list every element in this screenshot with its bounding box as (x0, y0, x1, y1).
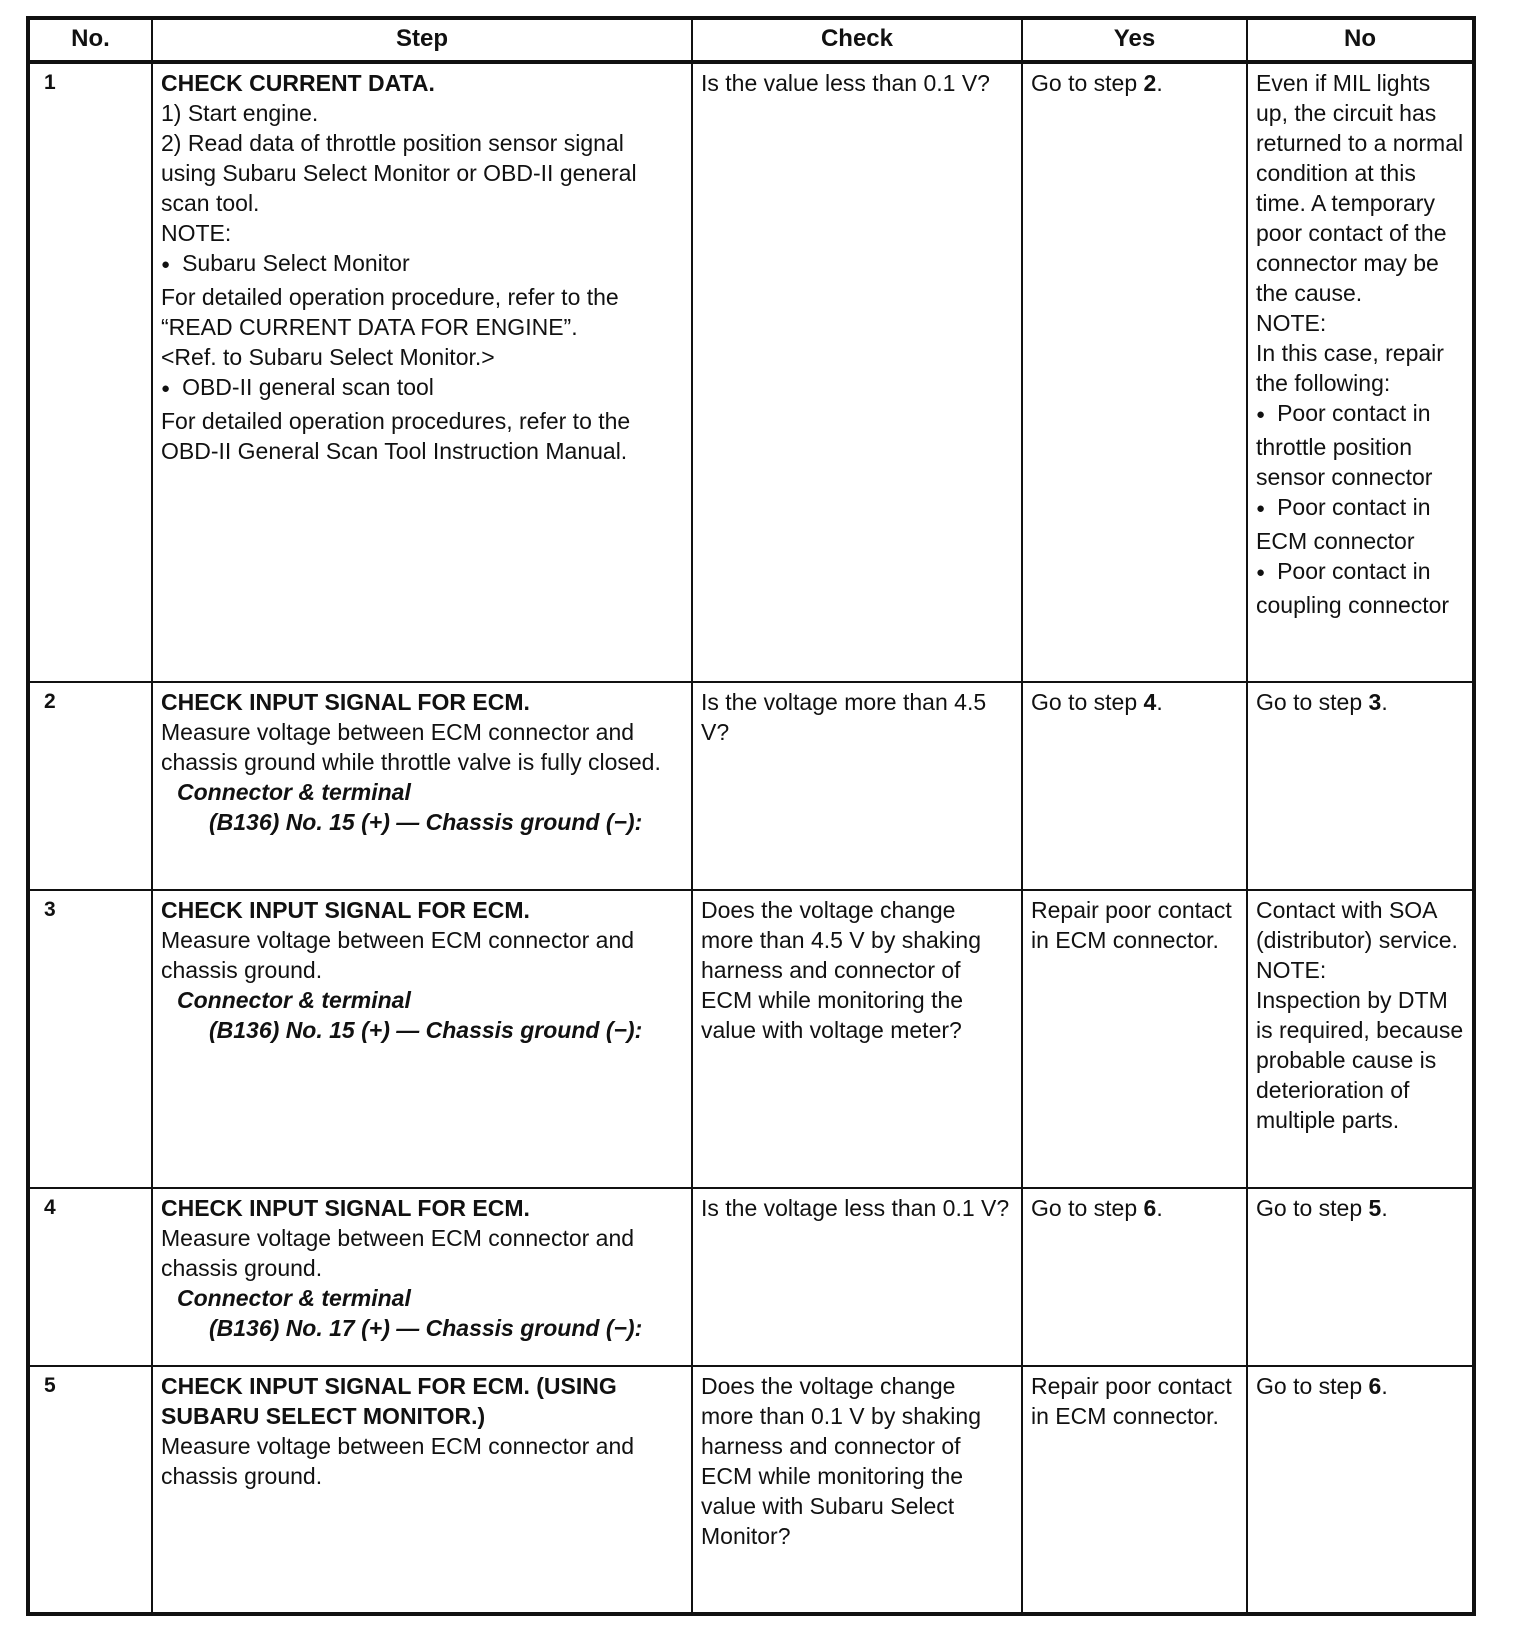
connector-terminal: (B136) No. 15 (+) — Chassis ground (−): (209, 809, 643, 835)
no-prefix: Go to step (1256, 1195, 1369, 1221)
step-cell (152, 1366, 692, 1614)
step-line: For detailed operation procedures, refer to the OBD-II General Scan Tool Instruction Manual. (161, 408, 631, 464)
no-cell (1247, 682, 1474, 890)
connector-label: Connector & terminal (177, 987, 411, 1013)
table-row (28, 1188, 1474, 1366)
step-cell (152, 62, 692, 682)
no-cell (1247, 62, 1474, 682)
check-cell: Is the voltage more than 4.5 V? (692, 682, 1022, 890)
no-step-ref: 3 (1368, 689, 1382, 715)
check-cell: Is the voltage less than 0.1 V? (692, 1188, 1022, 1366)
header-no: No. (28, 18, 152, 62)
diagnostic-procedure-table (26, 16, 1476, 1616)
step-line: Measure voltage between ECM connector and chassis ground. (161, 1433, 635, 1489)
bullet-item: ● Poor contact in ECM connector (1256, 492, 1464, 556)
table-row (28, 1366, 1474, 1614)
table-header-row (28, 18, 1474, 62)
no-suffix: . (1381, 1195, 1388, 1221)
no-line: Inspection by DTM is required, because probable cause is deterioration of multiple parts. (1256, 987, 1464, 1133)
check-cell: Does the voltage change more than 4.5 V by shaking harness and connector of ECM while monitoring the value with voltage meter? (692, 890, 1022, 1188)
step-line: 2) Read data of throttle position sensor signal using Subaru Select Monitor or OBD-II general scan tool. (161, 130, 637, 216)
yes-cell: Repair poor contact in ECM connector. (1022, 890, 1247, 1188)
step-line: 1) Start engine. (161, 100, 319, 126)
step-line: Measure voltage between ECM connector and chassis ground while throttle valve is fully closed. (161, 719, 661, 775)
connector-label: Connector & terminal (177, 779, 411, 805)
step-title: CHECK INPUT SIGNAL FOR ECM. (161, 689, 530, 715)
step-cell (152, 1188, 692, 1366)
yes-cell: Repair poor contact in ECM connector. (1022, 1366, 1247, 1614)
note-label: NOTE: (161, 220, 232, 246)
no-prefix: Go to step (1256, 689, 1369, 715)
no-suffix: . (1381, 1373, 1388, 1399)
step-title: CHECK INPUT SIGNAL FOR ECM. (161, 1195, 530, 1221)
step-title: CHECK CURRENT DATA. (161, 70, 435, 96)
table-row (28, 682, 1474, 890)
bullet-item: ● Subaru Select Monitor (161, 248, 683, 282)
check-cell: Is the value less than 0.1 V? (692, 62, 1022, 682)
note-label: NOTE: (1256, 957, 1327, 983)
bullet-item: ● Poor contact in coupling connector (1256, 556, 1464, 620)
no-suffix: . (1381, 689, 1388, 715)
step-line: <Ref. to Subaru Select Monitor.> (161, 344, 495, 370)
yes-step-ref: 2 (1143, 70, 1157, 96)
header-no-answer: No (1247, 18, 1474, 62)
yes-cell (1022, 62, 1247, 682)
table-row (28, 62, 1474, 682)
yes-prefix: Go to step (1031, 689, 1144, 715)
connector-label: Connector & terminal (177, 1285, 411, 1311)
step-number: 4 (28, 1188, 152, 1366)
table-row (28, 890, 1474, 1188)
no-cell (1247, 1366, 1474, 1614)
no-step-ref: 6 (1368, 1373, 1382, 1399)
connector-terminal: (B136) No. 15 (+) — Chassis ground (−): (209, 1017, 643, 1043)
bullet-item: ● Poor contact in throttle position sensor connector (1256, 398, 1464, 492)
no-cell (1247, 890, 1474, 1188)
step-number: 1 (28, 62, 152, 682)
header-yes: Yes (1022, 18, 1247, 62)
step-title: CHECK INPUT SIGNAL FOR ECM. (161, 897, 530, 923)
step-line: Measure voltage between ECM connector and chassis ground. (161, 1225, 635, 1281)
step-cell (152, 682, 692, 890)
step-number: 2 (28, 682, 152, 890)
step-line: Measure voltage between ECM connector and chassis ground. (161, 927, 635, 983)
yes-step-ref: 6 (1143, 1195, 1157, 1221)
step-number: 3 (28, 890, 152, 1188)
yes-cell (1022, 682, 1247, 890)
yes-step-ref: 4 (1143, 689, 1157, 715)
step-line: For detailed operation procedure, refer to the “READ CURRENT DATA FOR ENGINE”. (161, 284, 619, 340)
header-step: Step (152, 18, 692, 62)
note-label: NOTE: (1256, 310, 1327, 336)
step-number: 5 (28, 1366, 152, 1614)
yes-suffix: . (1156, 689, 1163, 715)
connector-terminal: (B136) No. 17 (+) — Chassis ground (−): (209, 1315, 643, 1341)
check-cell: Does the voltage change more than 0.1 V by shaking harness and connector of ECM while monitoring the value with Subaru Select Monitor? (692, 1366, 1022, 1614)
no-cell (1247, 1188, 1474, 1366)
no-line: In this case, repair the following: (1256, 340, 1444, 396)
yes-suffix: . (1156, 1195, 1163, 1221)
step-cell (152, 890, 692, 1188)
yes-prefix: Go to step (1031, 1195, 1144, 1221)
no-line: Contact with SOA (distributor) service. (1256, 897, 1458, 953)
step-title: CHECK INPUT SIGNAL FOR ECM. (USING SUBARU SELECT MONITOR.) (161, 1373, 617, 1429)
yes-cell (1022, 1188, 1247, 1366)
no-step-ref: 5 (1368, 1195, 1382, 1221)
no-prefix: Go to step (1256, 1373, 1369, 1399)
no-line: Even if MIL lights up, the circuit has returned to a normal condition at this time. A temporary poor contact of the connector may be the cause. (1256, 70, 1464, 306)
header-check: Check (692, 18, 1022, 62)
yes-suffix: . (1156, 70, 1163, 96)
bullet-item: ● OBD-II general scan tool (161, 372, 683, 406)
yes-prefix: Go to step (1031, 70, 1144, 96)
